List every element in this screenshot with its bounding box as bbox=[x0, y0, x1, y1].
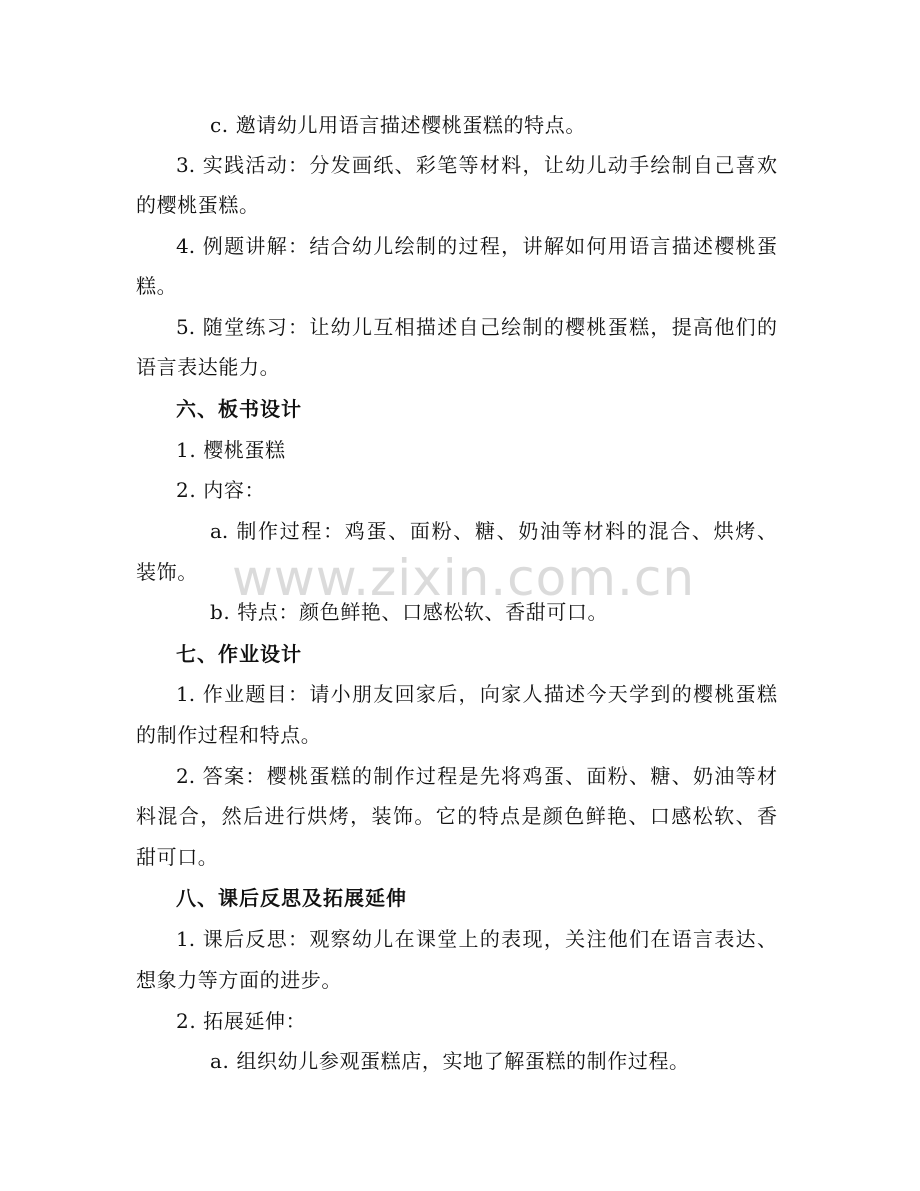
paragraph-line: 5. 随堂练习：让幼儿互相描述自己绘制的樱桃蛋糕，提高他们的 bbox=[176, 315, 777, 339]
paragraph-line: 装饰。 bbox=[136, 560, 198, 584]
paragraph-line: 的樱桃蛋糕。 bbox=[136, 193, 260, 217]
paragraph-line: 糕。 bbox=[136, 274, 178, 298]
paragraph-line: 2. 拓展延伸： bbox=[176, 1009, 307, 1033]
section-heading: 七、作业设计 bbox=[176, 642, 302, 666]
paragraph-line: 语言表达能力。 bbox=[136, 355, 281, 379]
paragraph-line: 想象力等方面的进步。 bbox=[136, 968, 342, 992]
paragraph-line: 3. 实践活动：分发画纸、彩笔等材料，让幼儿动手绘制自己喜欢 bbox=[176, 153, 777, 177]
section-heading: 八、课后反思及拓展延伸 bbox=[176, 886, 407, 910]
paragraph-line: 的制作过程和特点。 bbox=[136, 723, 322, 747]
paragraph-line: 4. 例题讲解：结合幼儿绘制的过程，讲解如何用语言描述樱桃蛋 bbox=[176, 234, 777, 258]
paragraph-line: b. 特点：颜色鲜艳、口感松软、香甜可口。 bbox=[210, 600, 609, 624]
paragraph-line: 甜可口。 bbox=[136, 845, 219, 869]
paragraph-line: 1. 课后反思：观察幼儿在课堂上的表现，关注他们在语言表达、 bbox=[176, 927, 777, 951]
paragraph-line: 料混合，然后进行烘烤，装饰。它的特点是颜色鲜艳、口感松软、香 bbox=[136, 804, 777, 828]
paragraph-line: a. 组织幼儿参观蛋糕店，实地了解蛋糕的制作过程。 bbox=[210, 1049, 690, 1073]
paragraph-line: 1. 樱桃蛋糕 bbox=[176, 438, 286, 462]
paragraph-line: 2. 内容： bbox=[176, 478, 266, 502]
paragraph-line: c. 邀请幼儿用语言描述樱桃蛋糕的特点。 bbox=[210, 113, 586, 137]
section-heading: 六、板书设计 bbox=[176, 397, 302, 421]
paragraph-line: 1. 作业题目：请小朋友回家后，向家人描述今天学到的樱桃蛋糕 bbox=[176, 682, 777, 706]
watermark: www.zixin.com.cn bbox=[232, 549, 696, 607]
paragraph-line: 2. 答案：樱桃蛋糕的制作过程是先将鸡蛋、面粉、糖、奶油等材 bbox=[176, 764, 777, 788]
paragraph-line: a. 制作过程：鸡蛋、面粉、糖、奶油等材料的混合、烘烤、 bbox=[210, 519, 777, 543]
